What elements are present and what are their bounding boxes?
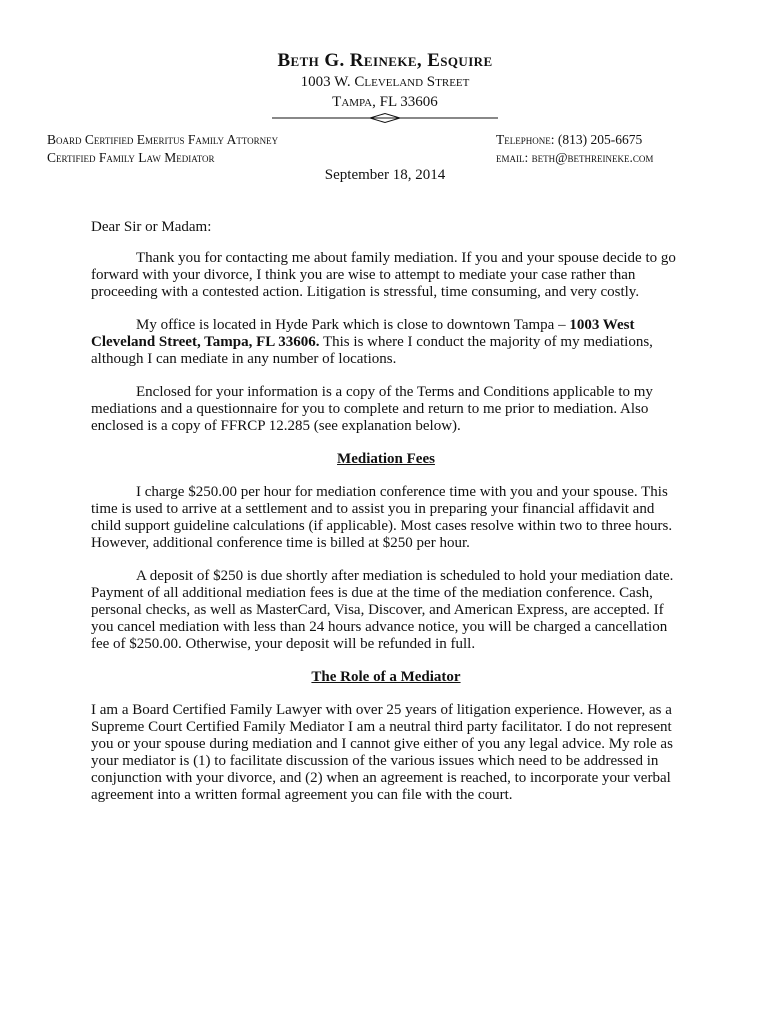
paragraph-office-location (91, 317, 681, 368)
office-address-bold: 1003 West Cleveland Street, Tampa, FL 33606. (91, 317, 635, 350)
letterhead-name: Beth G. Reineke, Esquire (277, 50, 493, 71)
office-text-before: My office is located in Hyde Park which is close to downtown Tampa – (136, 317, 570, 333)
paragraph-enclosures: Enclosed for your information is a copy of the Terms and Conditions applicable to my mediations and a questionnaire for you to complete and return to me prior to mediation. Also enclosed is a copy of FFRCP 12.285 (see explanation below). (91, 384, 653, 434)
salutation: Dear Sir or Madam: (91, 219, 212, 235)
paragraph-role: I am a Board Certified Family Lawyer with over 25 years of litigation experience. However, as a Supreme Court Certified Family Mediator I am a neutral third party facilitator. I do not represent you or your spouse during mediation and I cannot give either of you any legal advice. My role as your mediator is (1) to facilitate discussion of the various issues which need to be addressed in conjunction with your divorce, and (2) when an agreement is reached, to incorporate your verbal agreement into a written formal agreement you can file with the court. (91, 702, 673, 803)
paragraph-deposit: A deposit of $250 is due shortly after mediation is scheduled to hold your mediation date. Payment of all additional mediation fees is due at the time of the mediation conference. Cash, personal checks, as well as MasterCard, Visa, Discover, and American Express, are accepted. If you cancel mediation with less than 24 hours advance notice, you will be charged a cancellation fee of $250.00. Otherwise, your deposit will be refunded in full. (91, 568, 674, 652)
letter-date: September 18, 2014 (324, 167, 446, 183)
credentials-block (47, 131, 278, 167)
letterhead-address-street: 1003 W. Cleveland Street (300, 74, 470, 90)
credential-mediator: Certified Family Law Mediator (47, 150, 215, 165)
contact-telephone: Telephone: (813) 205-6675 (496, 132, 643, 147)
paragraph-intro: Thank you for contacting me about family mediation. If you and your spouse decide to go forward with your divorce, I think you are wise to attempt to mediate your case rather than proceeding with a contested action. Litigation is stressful, time consuming, and very costly. (91, 250, 676, 300)
letter-body (91, 219, 681, 820)
office-text-after: This is where I conduct the majority of my mediations, although I can mediate in any number of locations. (91, 334, 653, 367)
contact-block (496, 131, 653, 167)
letterhead-address-city: Tampa, FL 33606 (332, 94, 438, 110)
contact-email: email: beth@bethreineke.com (496, 150, 654, 165)
letterhead-divider-ornament (272, 112, 498, 124)
credential-attorney: Board Certified Emeritus Family Attorney (47, 132, 279, 147)
paragraph-hourly-fee: I charge $250.00 per hour for mediation conference time with you and your spouse. This time is used to arrive at a settlement and to assist you in preparing your financial affidavit and child support guideline calculations (if applicable). Most cases resolve within two to three hours. However, additional conference time is billed at $250 per hour. (91, 484, 673, 551)
heading-mediation-fees: Mediation Fees (337, 451, 435, 467)
heading-role-of-mediator: The Role of a Mediator (311, 669, 461, 685)
